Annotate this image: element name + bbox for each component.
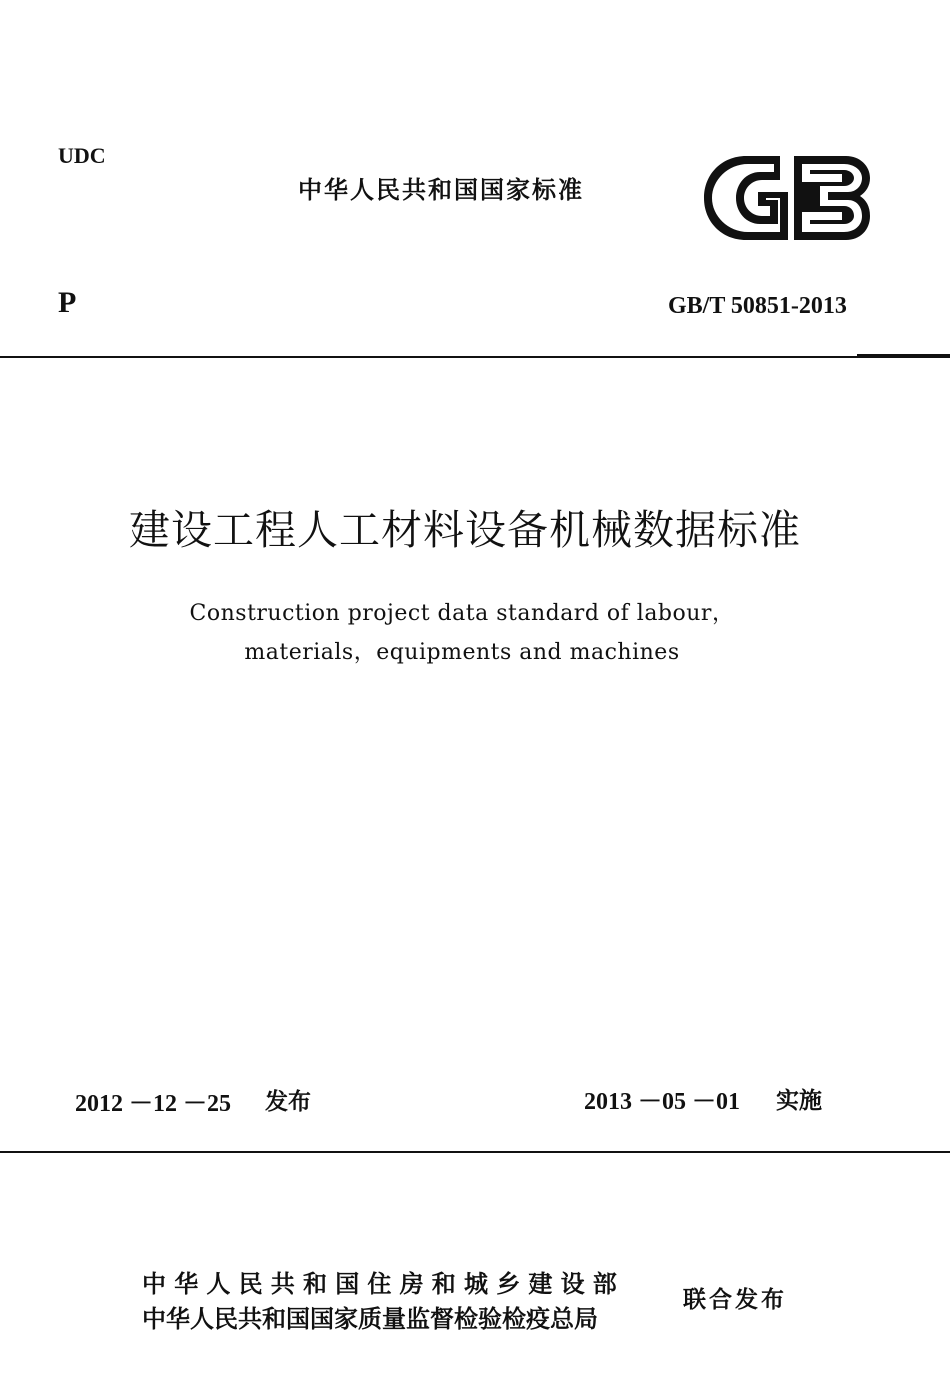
- top-divider-thick: [857, 354, 950, 358]
- classification-code: P: [58, 286, 77, 319]
- issue-date: 2012 －12 －25: [75, 1091, 231, 1117]
- chinese-title: 建设工程人工材料设备机械数据标准: [129, 506, 801, 554]
- gb-logo: [700, 152, 872, 249]
- english-title-line1: Construction project data standard of labour，: [189, 601, 735, 626]
- issuer-aqsiq: 中华人民共和国国家质量监督检验检疫总局: [142, 1305, 598, 1333]
- issue-label: 发布: [265, 1089, 311, 1115]
- bottom-divider: [0, 1151, 950, 1153]
- top-divider: [0, 356, 857, 358]
- implementation-label: 实施: [776, 1088, 822, 1114]
- english-title-line2: materials，equipments and machines: [244, 640, 680, 665]
- national-standard-heading: 中华人民共和国国家标准: [298, 176, 584, 204]
- implementation-date: 2013 －05 －01: [584, 1089, 740, 1115]
- udc-label: UDC: [58, 143, 106, 168]
- joint-issue-label: 联合发布: [683, 1287, 787, 1313]
- issuer-ministry: 中华人民共和国住房和城乡建设部: [142, 1270, 625, 1298]
- standard-number: GB/T 50851-2013: [668, 293, 847, 319]
